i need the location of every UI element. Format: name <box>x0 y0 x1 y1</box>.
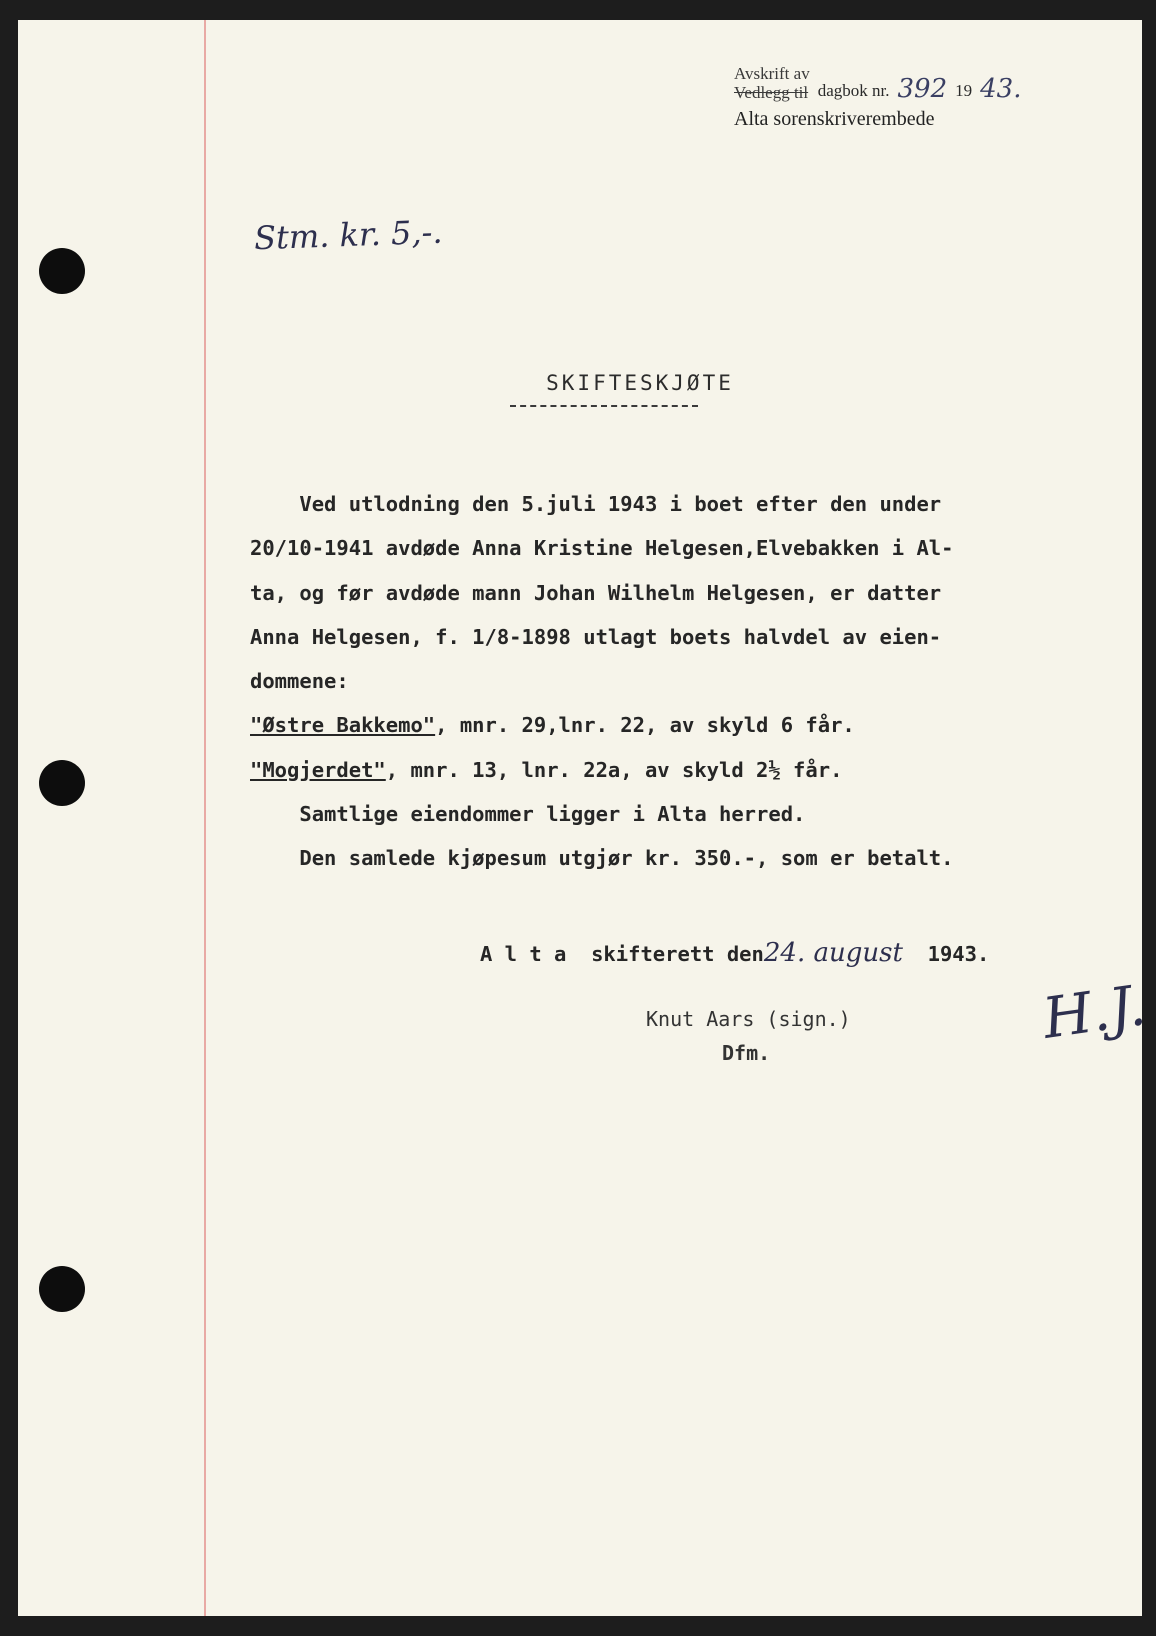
punch-hole <box>39 248 85 294</box>
closing-place: A l t a skifterett den <box>480 942 764 966</box>
document-title: SKIFTESKJØTE <box>546 371 734 395</box>
body-line: Den samlede kjøpesum utgjør kr. 350.-, som er betalt. <box>250 846 954 871</box>
closing-year: 1943. <box>927 942 990 966</box>
property-line <box>250 748 1030 792</box>
dagbok-label: dagbok nr. <box>817 81 890 100</box>
property-details: , mnr. 13, lnr. 22a, av skyld 2½ får. <box>385 757 843 782</box>
avskrift-label: Avskrift av <box>734 64 810 83</box>
document-page <box>18 20 1150 1616</box>
property-line <box>250 703 1030 747</box>
body-line: Samtlige eiendommer ligger i Alta herred. <box>250 802 806 827</box>
archive-header <box>734 62 1021 131</box>
property-name: "Mogjerdet" <box>250 757 386 782</box>
body-line: Ved utlodning den 5.juli 1943 i boet efter den under <box>250 492 942 516</box>
punch-hole <box>39 1266 85 1312</box>
margin-line <box>204 20 206 1616</box>
property-name: "Østre Bakkemo" <box>250 713 436 738</box>
body-line: dommene: <box>250 669 349 694</box>
closing-date-handwritten: 24. august <box>763 938 903 968</box>
stamp-fee-note: Stm. kr. 5,-. <box>253 212 444 258</box>
dagbok-number: 392 <box>897 74 948 104</box>
year-suffix: 43. <box>980 74 1022 104</box>
signature-name: Knut Aars (sign.) <box>646 1007 851 1031</box>
property-details: , mnr. 29,lnr. 22, av skyld 6 får. <box>435 713 855 738</box>
body-line: 20/10-1941 avdøde Anna Kristine Helgesen,Elvebakken i Al- <box>250 536 954 561</box>
body-line: Anna Helgesen, f. 1/8-1898 utlagt boets halvdel av eien- <box>250 624 942 649</box>
body-line: ta, og før avdøde mann Johan Wilhelm Helgesen, er datter <box>250 580 942 605</box>
handwritten-initials: H.J. <box>1038 973 1150 1052</box>
closing-line <box>480 938 989 968</box>
punch-hole <box>39 760 85 806</box>
vedlegg-label: Vedlegg til <box>734 83 809 102</box>
signature-title: Dfm. <box>722 1041 771 1065</box>
document-body <box>250 482 1030 881</box>
office-name: Alta sorenskriverembede <box>734 108 935 130</box>
year-prefix: 19 <box>955 81 973 100</box>
signature-block <box>646 1002 851 1070</box>
title-underline <box>510 405 698 407</box>
